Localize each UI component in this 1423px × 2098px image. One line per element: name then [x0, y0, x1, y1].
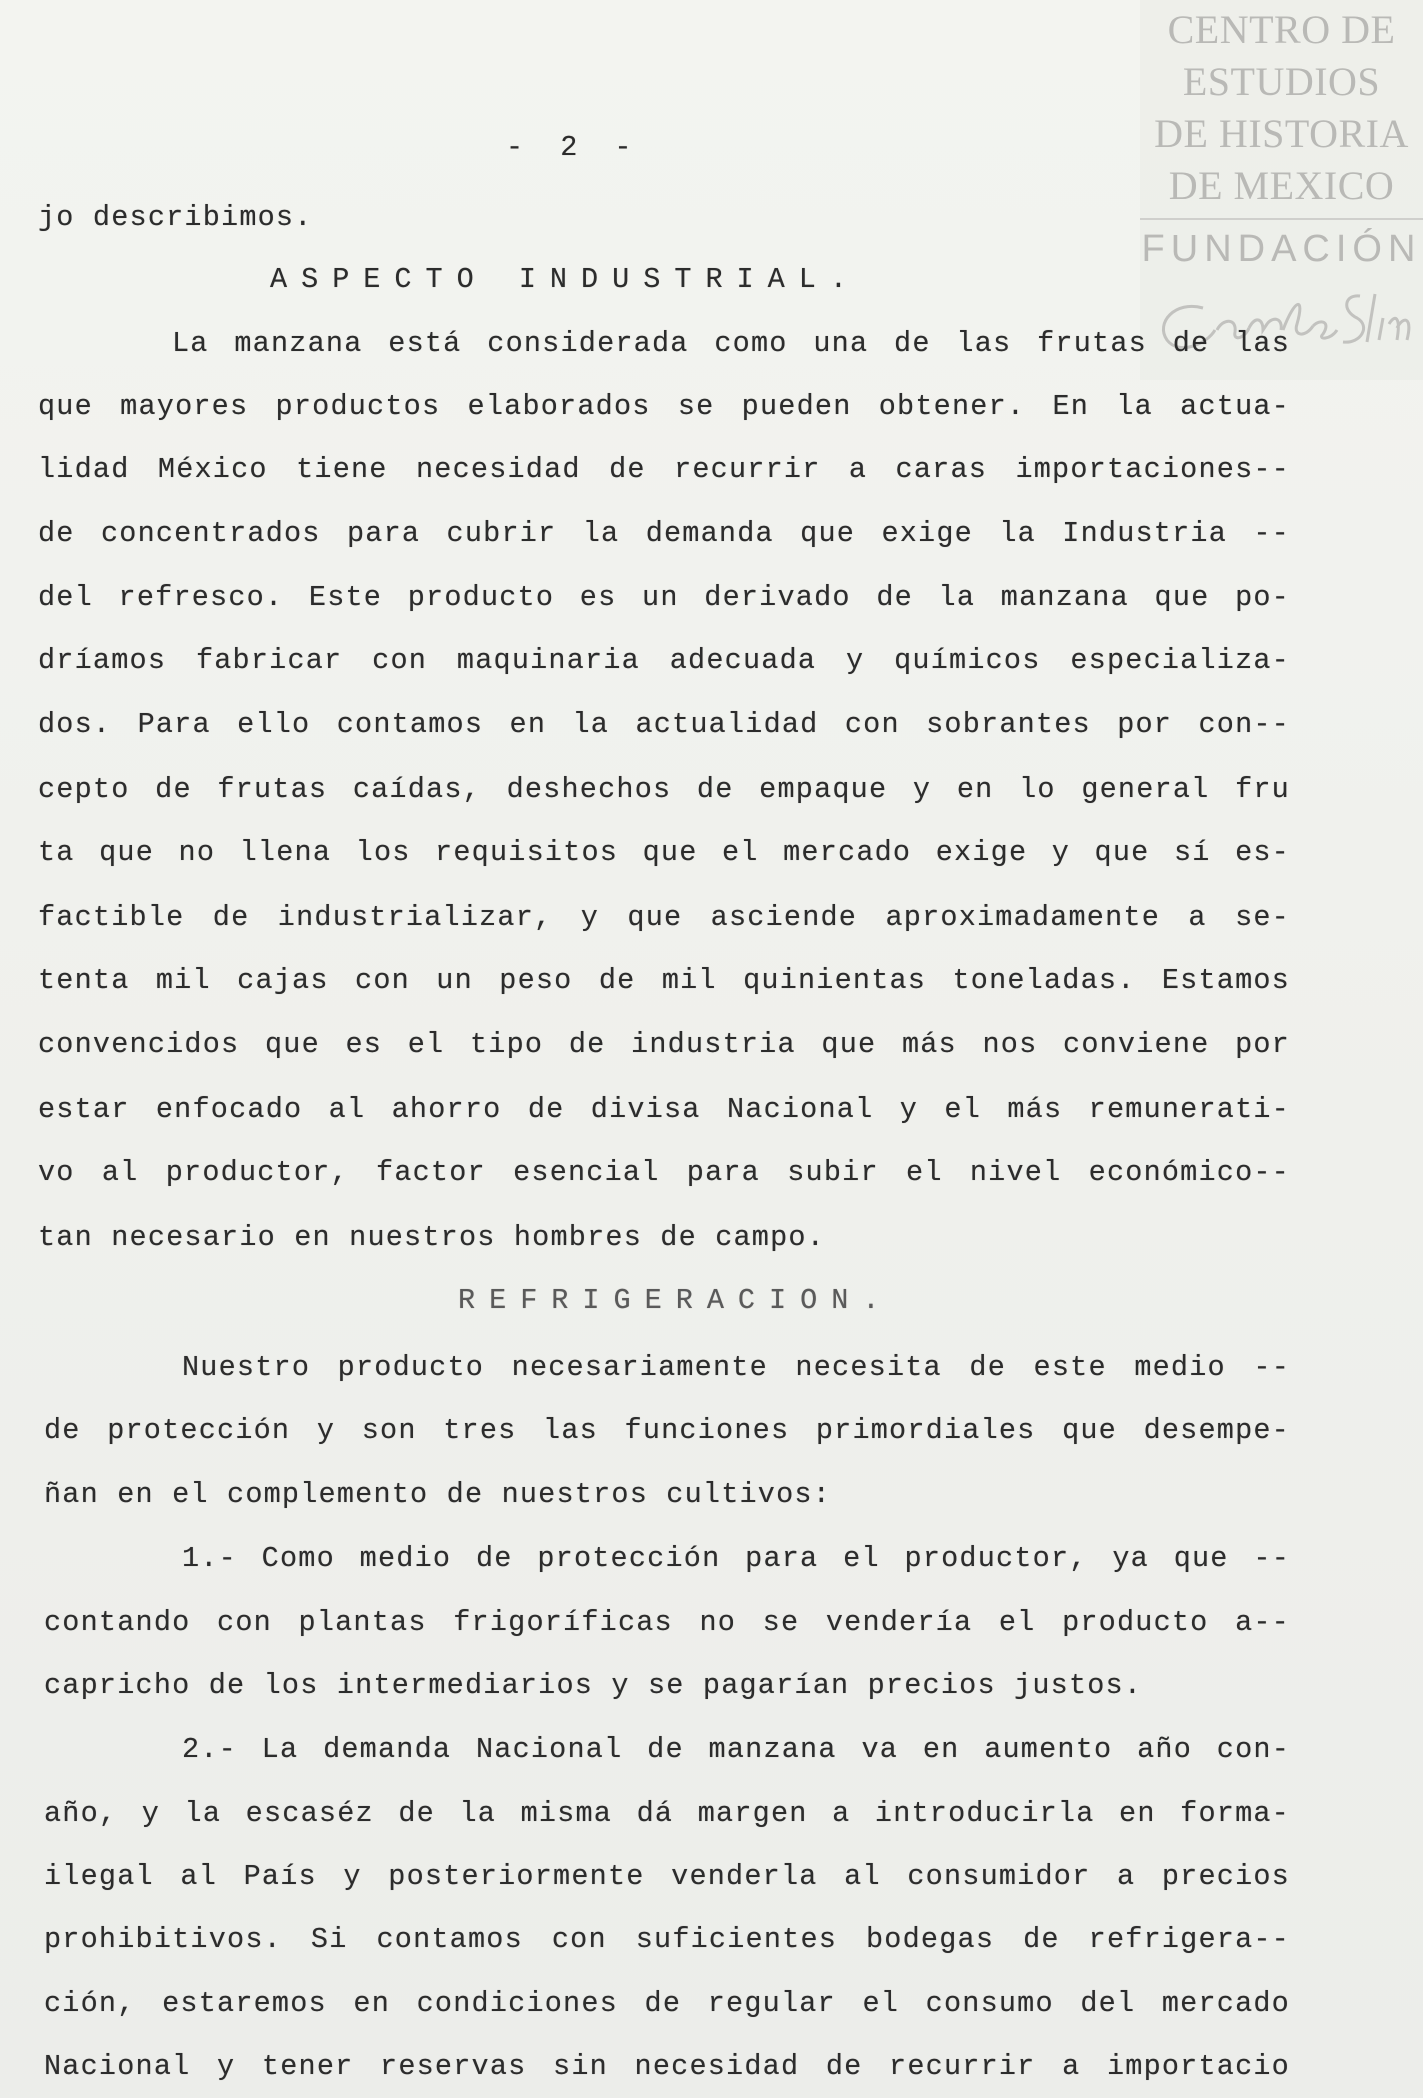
- text-line: tenta mil cajas con un peso de mil quinientas toneladas. Estamos: [38, 964, 1290, 997]
- text-line: lidad México tiene necesidad de recurrir a caras importaciones--: [38, 453, 1290, 486]
- text-line: del refresco. Este producto es un derivado de la manzana que po-: [38, 581, 1290, 614]
- text-line: que mayores productos elaborados se pueden obtener. En la actua-: [38, 390, 1290, 423]
- text-line: estar enfocado al ahorro de divisa Nacional y el más remunerati-: [38, 1093, 1290, 1126]
- text-line: ñan en el complemento de nuestros cultivos:: [44, 1478, 832, 1511]
- text-line: año, y la escaséz de la misma dá margen a introducirla en forma-: [44, 1797, 1290, 1830]
- section-heading-industrial: ASPECTO INDUSTRIAL.: [270, 263, 861, 296]
- text-line: jo describimos.: [38, 201, 313, 234]
- text-line: tan necesario en nuestros hombres de campo.: [38, 1221, 826, 1254]
- text-line: convencidos que es el tipo de industria que más nos conviene por: [38, 1028, 1290, 1061]
- text-line: cepto de frutas caídas, deshechos de empaque y en lo general fru: [38, 773, 1290, 806]
- watermark-line: CENTRO DE: [1167, 7, 1396, 52]
- text-line: Nuestro producto necesariamente necesita de este medio --: [182, 1351, 1290, 1384]
- watermark-divider: [1140, 218, 1423, 220]
- text-line: vo al productor, factor esencial para subir el nivel económico--: [38, 1156, 1290, 1189]
- text-line: prohibitivos. Si contamos con suficientes bodegas de refrigera--: [44, 1923, 1290, 1956]
- text-line: La manzana está considerada como una de las frutas de las: [172, 327, 1290, 360]
- text-line: 2.- La demanda Nacional de manzana va en aumento año con-: [182, 1733, 1290, 1766]
- text-line: capricho de los intermediarios y se pagarían precios justos.: [44, 1669, 1143, 1702]
- text-line: dos. Para ello contamos en la actualidad con sobrantes por con--: [38, 708, 1290, 741]
- text-line: factible de industrializar, y que asciende aproximadamente a se-: [38, 901, 1290, 934]
- text-line: ilegal al País y posteriormente venderla al consumidor a precios: [44, 1860, 1290, 1893]
- text-line: contando con plantas frigoríficas no se vendería el producto a--: [44, 1606, 1290, 1639]
- page-number: - 2 -: [506, 131, 642, 164]
- text-line: Nacional y tener reservas sin necesidad de recurrir a importacio: [44, 2050, 1290, 2083]
- watermark-line: ESTUDIOS: [1182, 59, 1381, 104]
- text-line: de protección y son tres las funciones primordiales que desempe-: [44, 1414, 1290, 1447]
- text-line: dríamos fabricar con maquinaria adecuada y químicos especializa-: [38, 644, 1290, 677]
- watermark-line: DE MEXICO: [1168, 163, 1395, 208]
- archive-watermark: [1140, 0, 1423, 380]
- watermark-line: DE HISTORIA: [1154, 111, 1409, 156]
- text-line: 1.- Como medio de protección para el productor, ya que --: [182, 1542, 1290, 1575]
- text-line: ción, estaremos en condiciones de regular el consumo del mercado: [44, 1987, 1290, 2020]
- text-line: de concentrados para cubrir la demanda que exige la Industria --: [38, 517, 1290, 550]
- watermark-foundation: FUNDACIÓN: [1141, 228, 1422, 270]
- text-line: ta que no llena los requisitos que el mercado exige y que sí es-: [38, 836, 1290, 869]
- section-heading-refrigeracion: REFRIGERACION.: [458, 1284, 894, 1317]
